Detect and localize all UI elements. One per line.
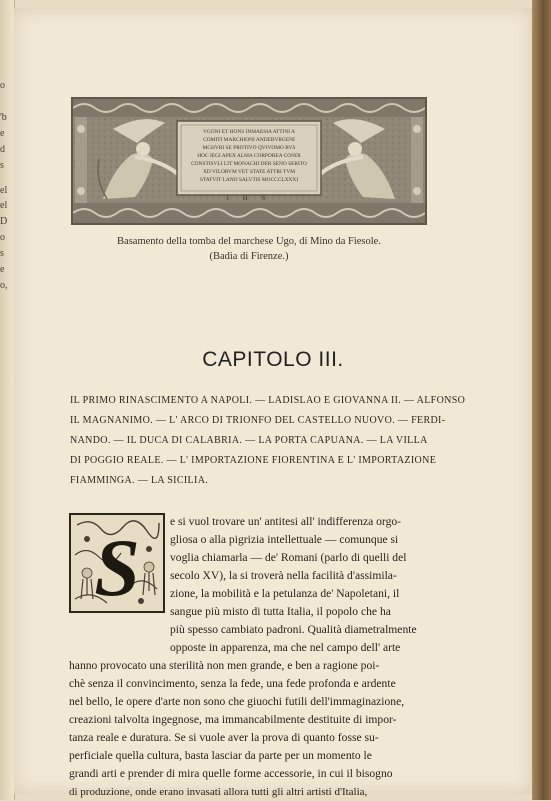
facing-page-fragment: e	[0, 128, 5, 139]
facing-page-fragment: o	[0, 232, 5, 243]
inscription-text	[191, 129, 307, 183]
facing-page-fragment: D	[0, 216, 8, 227]
figure-caption: Basamento della tomba del marchese Ugo, di Mino da Fiesole.	[117, 236, 381, 247]
body-line: secolo XV), la si troverà nella facilità d'assimila-	[170, 569, 397, 582]
body-line: perficiale quella cultura, basta lasciar da parte per un momento le	[69, 749, 372, 762]
summary-line: NANDO. — IL DUCA DI CALABRIA. — LA PORTA CAPUANA. — LA VILLA	[70, 435, 428, 446]
facing-page-fragment: o	[0, 80, 5, 91]
facing-page-fragment: 'b	[0, 112, 7, 123]
body-line: gliosa o alla pigrizia intellettuale — comunque si	[170, 533, 399, 546]
chapter-summary	[70, 391, 466, 491]
summary-line: FIAMMINGA. — LA SICILIA.	[70, 475, 209, 486]
body-line: chè senza il convincimento, senza la fede, una fede profonda e ardente	[69, 677, 396, 690]
summary-line: DI POGGIO REALE. — L' IMPORTAZIONE FIORENTINA E L' IMPORTAZIONE	[70, 455, 437, 466]
body-line: tanza reale e duratura. Se si vuole aver la prova di quanto fosse su-	[69, 731, 379, 744]
facing-page-fragment: d	[0, 144, 5, 155]
body-line: sangue più misto di tutta Italia, il popolo che ha	[170, 605, 391, 618]
body-line: e si vuol trovare un' antitesi all' indifferenza orgo-	[170, 515, 402, 528]
book-page	[14, 8, 532, 798]
summary-line: IL PRIMO RINASCIMENTO A NAPOLI. — LADISLAO E GIOVANNA II. — ALFONSO	[70, 395, 466, 406]
figure-caption-location: (Badia di Firenze.)	[209, 251, 289, 262]
inscription-line: COMITI MARCHIONI ANDEBVRGENI	[203, 137, 295, 143]
inscription-line: MCHVRI SE PROTIVO QVIVOMO RVS	[202, 145, 296, 151]
body-line: più spesso cambiato padroni. Qualità diametralmente	[170, 623, 417, 636]
body-line: di produzione, onde erano invasati allora tutti gli altri artisti d'Italia,	[69, 786, 368, 798]
body-line: hanno provocato una sterilità non men grande, e ben a ragione poi-	[69, 659, 380, 672]
summary-line: IL MAGNANIMO. — L' ARCO DI TRIONFO DEL CASTELLO NUOVO. — FERDI-	[70, 415, 446, 426]
facing-page-fragment: s	[0, 248, 4, 259]
body-line: nel bello, le opere d'arte non sono che giuochi futili dell'immaginazione,	[69, 695, 405, 708]
book-binding-edge	[532, 0, 551, 800]
inscription-line: XD VILORVM VET STATE ATTRI TVM	[202, 169, 296, 175]
drop-cap-letter: S	[94, 522, 140, 611]
ihs-monogram: I H S	[226, 194, 272, 202]
facing-page-edge	[0, 0, 15, 800]
inscription-line: HOC IEGI APEX ALMA CORPOREA CONDI	[197, 153, 301, 159]
inscription-line: CONSTISVLI LIT MONACHI DER SENO SERITO	[191, 161, 307, 167]
facing-page-fragment: s	[0, 160, 4, 171]
inscription-line: VGONI ET HONS INMAESIA ATTINI A	[203, 129, 295, 135]
facing-page-fragment: el	[0, 185, 8, 196]
facing-page-fragment: e	[0, 264, 5, 275]
body-line: opposte in apparenza, ma che nel campo dell' arte	[170, 641, 401, 654]
ornament-icon	[71, 515, 163, 611]
body-line: zione, la mobilità e la petulanza de' Napoletani, il	[170, 587, 400, 600]
tomb-relief-illustration	[71, 97, 427, 225]
chapter-title: CAPITOLO III.	[202, 348, 344, 371]
inscription-line: STATVIT LANO SALVTIS MOCCCLXXXI	[199, 177, 299, 183]
body-line: creazioni talvolta ingegnose, ma immancabilmente destituite di impor-	[69, 713, 397, 726]
body-line: voglia chiamarla — de' Romani (parlo di quelli del	[170, 551, 407, 564]
relief-image	[73, 99, 425, 223]
facing-page-fragment: el	[0, 200, 8, 211]
body-line: grandi arti e prender di mira quelle forme accessorie, in cui il bisogno	[69, 767, 393, 780]
facing-page-fragment: o,	[0, 280, 8, 291]
decorated-initial	[69, 513, 165, 613]
